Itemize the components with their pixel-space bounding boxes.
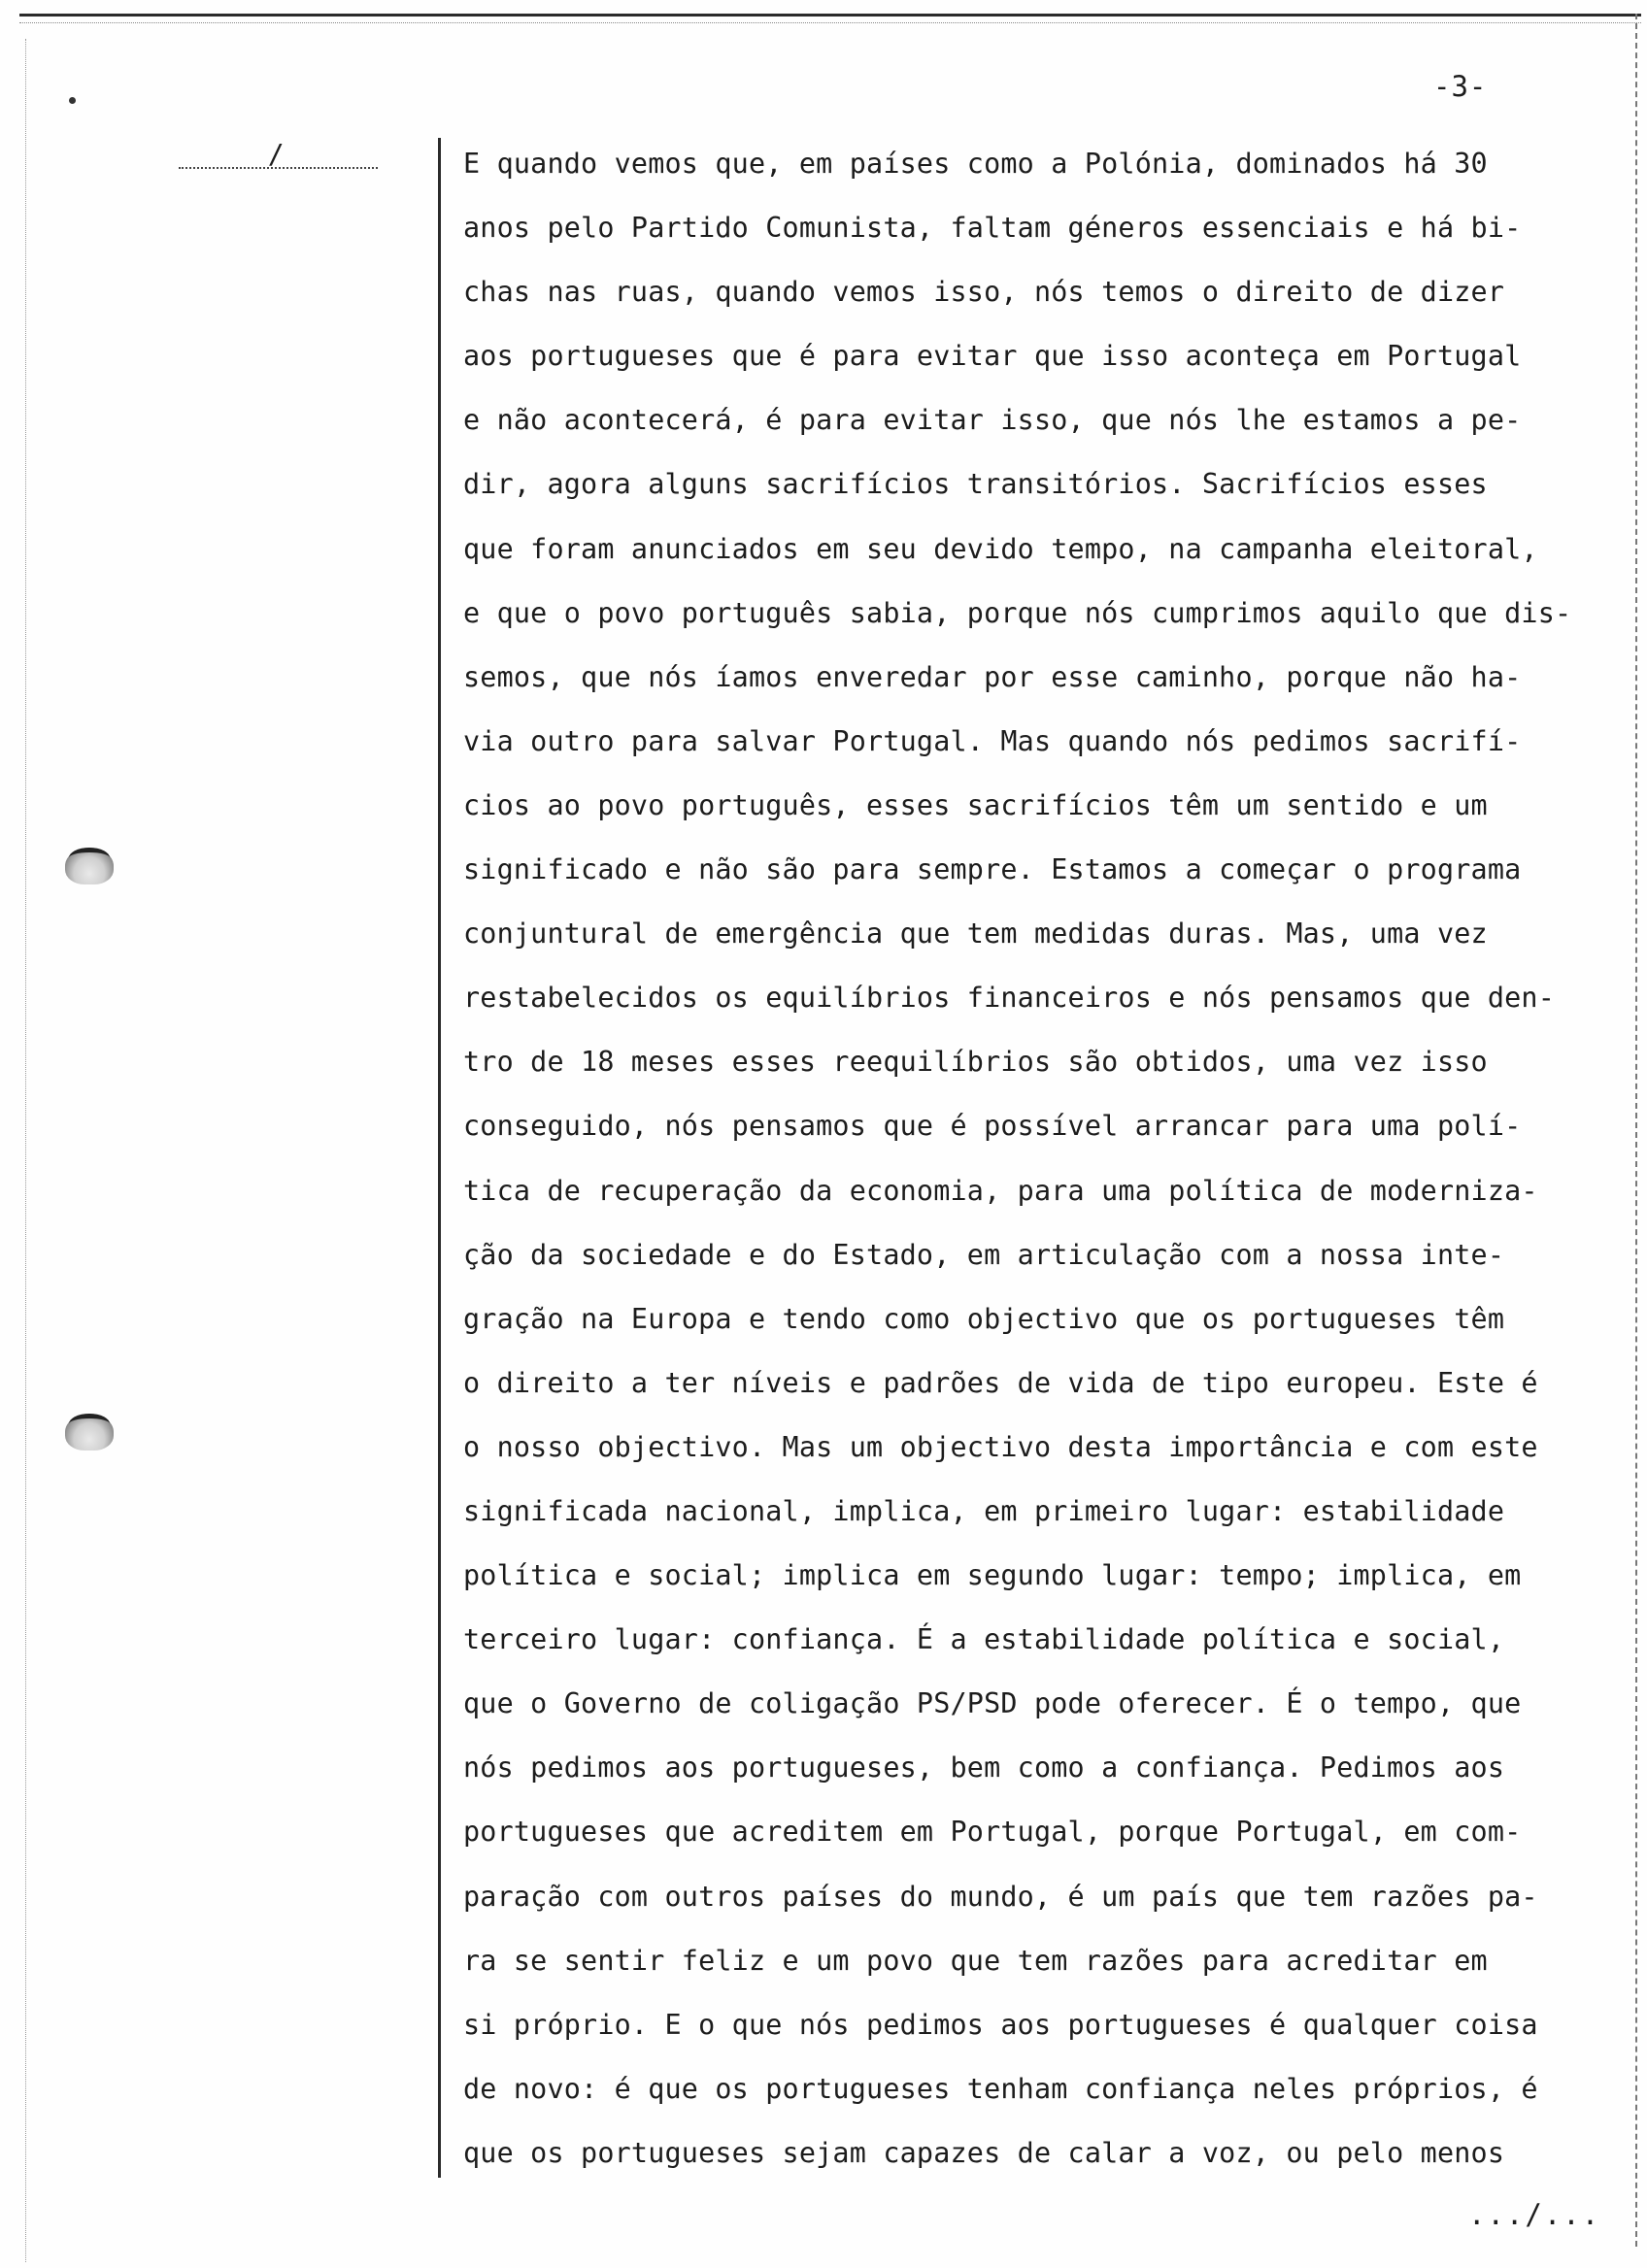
- text-line: política e social; implica em segundo lugar: tempo; implica, em: [463, 1559, 1522, 1592]
- text-line: restabelecidos os equilíbrios financeiros e nós pensamos que den-: [463, 982, 1556, 1015]
- text-line: dir, agora alguns sacrifícios transitórios. Sacrifícios esses: [463, 468, 1488, 501]
- text-line: o direito a ter níveis e padrões de vida de tipo europeu. Este é: [463, 1366, 1538, 1399]
- text-line: tica de recuperação da economia, para uma política de moderniza-: [463, 1174, 1538, 1207]
- text-line: paração com outros países do mundo, é um país que tem razões pa-: [463, 1880, 1538, 1913]
- text-line: aos portugueses que é para evitar que isso aconteça em Portugal: [463, 340, 1522, 373]
- text-line: e não acontecerá, é para evitar isso, que nós lhe estamos a pe-: [463, 404, 1522, 437]
- margin-mark-slash: /: [267, 138, 285, 170]
- ink-dot: [69, 97, 76, 104]
- punch-hole-upper: [65, 848, 114, 884]
- left-margin-rule: [438, 138, 441, 2178]
- text-line: portugueses que acreditem em Portugal, porque Portugal, em com-: [463, 1816, 1522, 1849]
- text-line: e que o povo português sabia, porque nós cumprimos aquilo que dis-: [463, 596, 1572, 629]
- text-line: semos, que nós íamos enveredar por esse caminho, porque não ha-: [463, 660, 1522, 693]
- page-number: -3-: [1433, 70, 1488, 103]
- text-line: significada nacional, implica, em primeiro lugar: estabilidade: [463, 1494, 1505, 1527]
- top-border-rule: [19, 14, 1641, 23]
- text-line: que os portugueses sejam capazes de calar a voz, ou pelo menos: [463, 2136, 1505, 2169]
- continuation-mark: .../...: [1468, 2198, 1601, 2231]
- text-line: que foram anunciados em seu devido tempo, na campanha eleitoral,: [463, 532, 1538, 565]
- text-line: conjuntural de emergência que tem medidas duras. Mas, uma vez: [463, 917, 1488, 951]
- text-line: o nosso objectivo. Mas um objectivo desta importância e com este: [463, 1430, 1538, 1463]
- text-line: chas nas ruas, quando vemos isso, nós temos o direito de dizer: [463, 276, 1505, 309]
- body-text: [463, 132, 1629, 2185]
- punch-hole-lower: [65, 1414, 114, 1451]
- text-line: conseguido, nós pensamos que é possível arrancar para uma polí-: [463, 1110, 1522, 1143]
- text-line: via outro para salvar Portugal. Mas quando nós pedimos sacrifí-: [463, 724, 1522, 757]
- text-line: nós pedimos aos portugueses, bem como a confiança. Pedimos aos: [463, 1751, 1505, 1784]
- text-line: ção da sociedade e do Estado, em articulação com a nossa inte-: [463, 1238, 1505, 1271]
- text-line: anos pelo Partido Comunista, faltam géneros essenciais e há bi-: [463, 212, 1522, 245]
- text-line: cios ao povo português, esses sacrifícios têm um sentido e um: [463, 788, 1488, 821]
- text-line: terceiro lugar: confiança. É a estabilidade política e social,: [463, 1623, 1505, 1656]
- margin-mark: [122, 122, 378, 258]
- text-line: de novo: é que os portugueses tenham confiança neles próprios, é: [463, 2072, 1538, 2105]
- text-line: que o Governo de coligação PS/PSD pode oferecer. É o tempo, que: [463, 1687, 1522, 1720]
- text-line: significado e não são para sempre. Estamos a começar o programa: [463, 853, 1522, 886]
- left-edge-rule: [25, 39, 27, 2262]
- text-line: E quando vemos que, em países como a Polónia, dominados há 30: [463, 148, 1488, 180]
- text-line: tro de 18 meses esses reequilíbrios são obtidos, uma vez isso: [463, 1046, 1488, 1079]
- margin-dotted-line: [179, 138, 378, 170]
- text-line: ra se sentir feliz e um povo que tem razões para acreditar em: [463, 1944, 1488, 1977]
- text-line: gração na Europa e tendo como objectivo que os portugueses têm: [463, 1302, 1505, 1335]
- text-line: si próprio. E o que nós pedimos aos portugueses é qualquer coisa: [463, 2008, 1538, 2041]
- right-edge-rule: [1632, 14, 1637, 2247]
